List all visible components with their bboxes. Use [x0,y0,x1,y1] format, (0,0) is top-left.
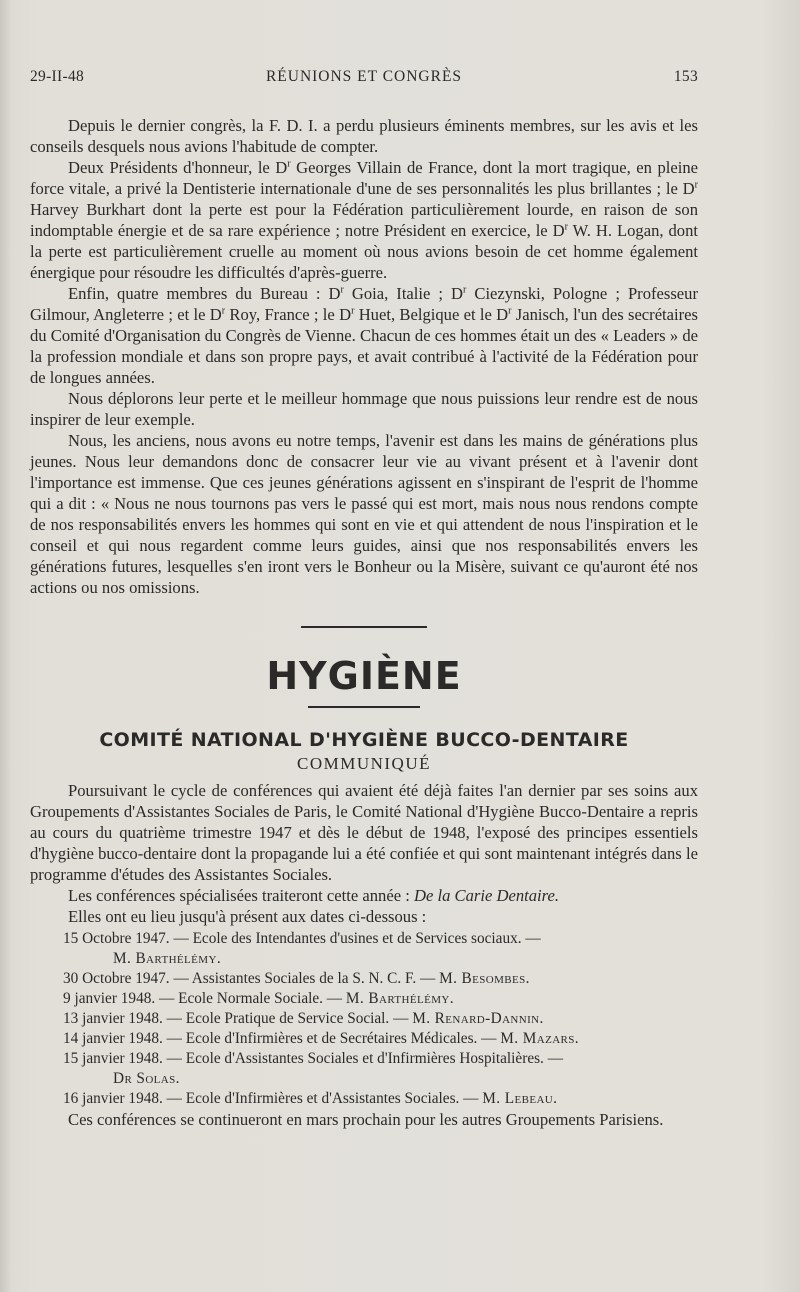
schedule-list [30,929,698,1109]
running-title: RÉUNIONS ET CONGRÈS [265,68,463,85]
page-body [30,115,698,1130]
section-paragraph-4: Ces conférences se continueront en mars prochain pour les autres Groupements Parisiens. [68,1110,664,1129]
header-date: 29-II-48 [30,68,85,85]
list-item: 30 Octobre 1947. — Assistantes Sociales de la S. N. C. F. — M. Besombes. [63,970,530,987]
committee-heading: COMITÉ NATIONAL D'HYGIÈNE BUCCO-DENTAIRE [99,729,629,751]
running-header [30,68,698,90]
paragraph-5: Nous, les anciens, nous avons eu notre temps, l'avenir est dans les mains de générations plus jeunes. Nous leur demandons donc de consacrer leur vie au vivant présent et à l'avenir dont l'importance est immense. Que ces jeunes générations agissent en s'inspirant de l'esprit de l'homme qui a dit : « Nous ne nous tournons pas vers le passé qui est mort, mais nous nous rendons compte de nos responsabilités envers les hommes qui sont en vie et qui attendent de nous l'inspiration et le conseil et qui nous regardent comme leurs guides, ainsi que nos responsabilités envers les générations futures, lesquelles s'en iront vers le Bonheur ou la Misère, suivant ce qu'auront été nos actions ou nos omissions. [30,431,698,597]
list-item: 15 janvier 1948. — Ecole d'Assistantes Sociales et d'Infirmières Hospitalières. — Dr Solas. [63,1050,564,1087]
section-title: HYGIÈNE [266,654,462,698]
divider-bottom [308,706,420,708]
section-paragraph-1: Poursuivant le cycle de conférences qui avaient été déjà faites l'an dernier par ses soins aux Groupements d'Assistantes Sociales de Paris, le Comité National d'Hygiène Bucco-Dentaire a repris au cours du quatrième trimestre 1947 et dès le début de 1948, l'exposé des principes essentiels d'hygiène bucco-dentaire dont la propagande lui a été confiée et qui sont maintenant intégrés dans le programme d'études des Assistantes Sociales. [30,781,698,884]
list-item: 9 janvier 1948. — Ecole Normale Sociale. — M. Barthélémy. [63,990,454,1007]
section-paragraph-3: Elles ont eu lieu jusqu'à présent aux dates ci-dessous : [68,907,427,926]
paragraph-2: Deux Présidents d'honneur, le $D^r$ Georges Villain de France, dont la mort tragique, en pleine force vitale, a privé la Dentisterie internationale d'une de ses personnalités les plus brillantes ; le $D^r$ Harvey Burkhart dont la perte est pour la Fédération particulièrement lourde, en raison de son indomptable énergie et de sa rare expérience ; notre Président en exercice, le $D^r$ W. H. Logan, dont la perte est particulièrement cruelle au moment où nous avions besoin de cet homme également énergique pour résoudre les difficultés d'après-guerre. [30,158,698,282]
divider-top [301,626,427,628]
page-number: 153 [673,68,698,85]
paragraph-3: Enfin, quatre membres du Bureau : $D^r$ Goia, Italie ; $D^r$ Ciezynski, Pologne ; Professeur Gilmour, Angleterre ; et le $D^r$ Roy, France ; le $D^r$ Huet, Belgique et le $D^r$ Janisch, l'un des secrétaires du Comité d'Organisation du Congrès de Vienne. Chacun de ces hommes était un des « Leaders » de la profession mondiale et dans son propre pays, et avait contribué à l'activité de la Fédération pour de longues années. [30,284,698,387]
list-item: 16 janvier 1948. — Ecole d'Infirmières et d'Assistantes Sociales. — M. Lebeau. [63,1090,558,1107]
communique-heading: COMMUNIQUÉ [297,754,431,773]
list-item: 14 janvier 1948. — Ecole d'Infirmières et de Secrétaires Médicales. — M. Mazars. [63,1030,580,1047]
section-paragraph-2: Les conférences spécialisées traiteront cette année : De la Carie Dentaire. [68,886,560,905]
paragraph-1: Depuis le dernier congrès, la F. D. I. a perdu plusieurs éminents membres, sur les avis et les conseils desquels nous avions l'habitude de compter. [30,116,698,156]
list-item: 15 Octobre 1947. — Ecole des Intendantes d'usines et de Services sociaux. — M. Barthélémy. [63,930,541,967]
paragraph-4: Nous déplorons leur perte et le meilleur hommage que nous puissions leur rendre est de nous inspirer de leur exemple. [30,389,698,429]
list-item: 13 janvier 1948. — Ecole Pratique de Service Social. — M. Renard-Dannin. [63,1010,544,1027]
